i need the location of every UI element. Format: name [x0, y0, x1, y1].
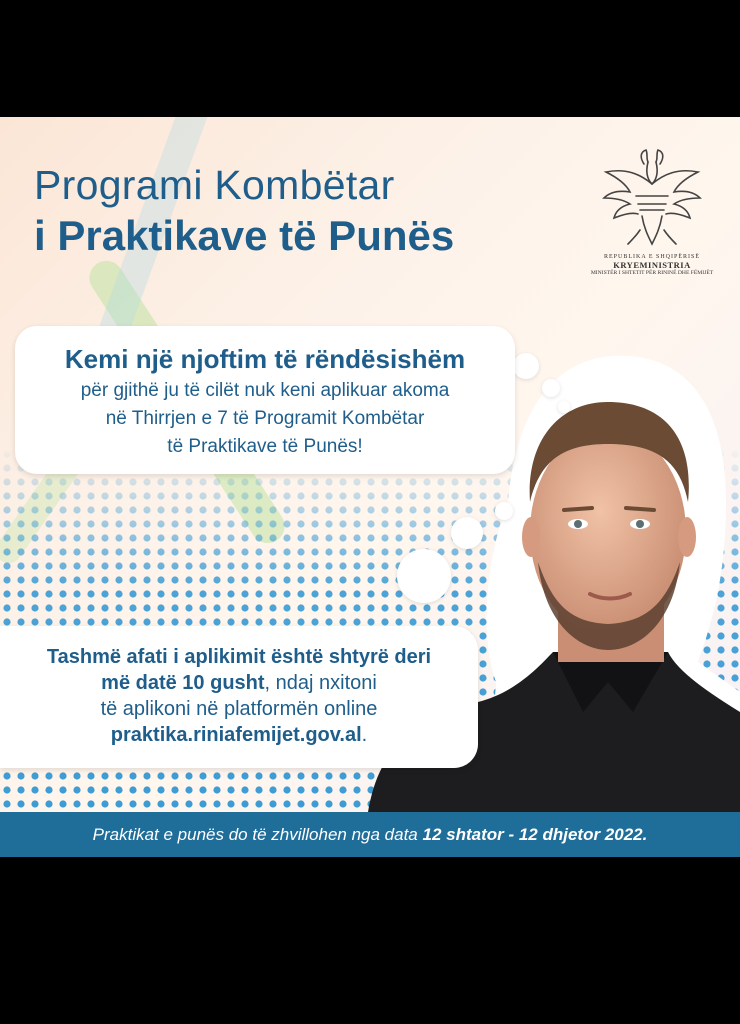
double-headed-eagle-icon — [596, 144, 708, 252]
footer-dates: 12 shtator - 12 dhjetor 2022. — [422, 825, 648, 844]
thought-dot — [451, 517, 483, 549]
government-logo — [590, 144, 714, 276]
announcement-bubble — [15, 326, 515, 474]
page-title-line1: Programi Kombëtar — [34, 162, 395, 208]
thought-dot — [513, 353, 539, 379]
footer-banner — [0, 812, 740, 857]
announcement-line1: për gjithë ju të cilët nuk keni aplikuar akoma — [80, 380, 450, 401]
deadline-line2 — [0, 672, 478, 695]
platform-link[interactable]: praktika.riniafemijet.gov.al — [110, 724, 362, 746]
thought-dot — [542, 379, 560, 397]
thought-dot — [397, 549, 451, 603]
deadline-line2-rest: , ndaj nxitoni — [264, 672, 377, 694]
logo-text-ministry: MINISTËR I SHTETIT PËR RININË DHE FËMIJËT — [590, 270, 714, 276]
deadline-line4 — [0, 724, 478, 747]
deadline-line3: të aplikoni në platformën online — [100, 698, 378, 720]
footer-text: Praktikat e punës do të zhvillohen nga data — [92, 825, 423, 844]
deadline-bubble — [0, 626, 478, 768]
page-title-line2: i Praktikave të Punës — [34, 212, 455, 259]
logo-text-office: KRYEMINISTRIA — [613, 260, 691, 270]
deadline-date: më datë 10 gusht — [101, 672, 265, 694]
thought-dot — [558, 401, 570, 413]
poster — [0, 117, 740, 857]
thought-dot — [495, 502, 513, 520]
announcement-line3: të Praktikave të Punës! — [167, 436, 363, 457]
announcement-headline: Kemi një njoftim të rëndësishëm — [64, 344, 466, 374]
announcement-line2: në Thirrjen e 7 të Programit Kombëtar — [105, 408, 425, 429]
deadline-line1: Tashmë afati i aplikimit është shtyrë deri — [46, 646, 432, 668]
deadline-line4-end: . — [361, 724, 368, 746]
logo-text-republic: REPUBLIKA E SHQIPËRISË — [603, 254, 700, 260]
